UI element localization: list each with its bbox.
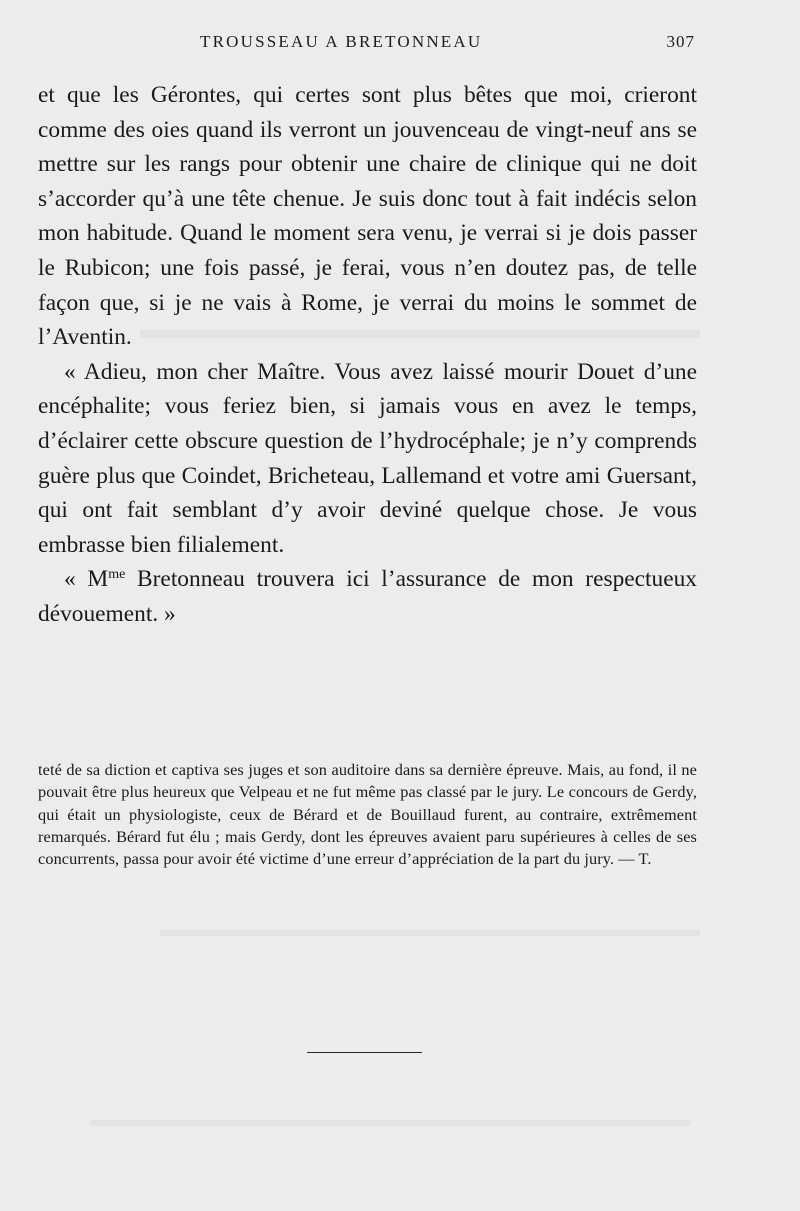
madame-superscript: me — [108, 567, 126, 583]
paragraph-3 — [38, 562, 697, 631]
show-through-text — [90, 1120, 690, 1126]
end-rule — [307, 1052, 422, 1053]
running-head — [40, 32, 695, 56]
paragraph-1: et que les Gérontes, qui certes sont plus bêtes que moi, crieront comme des oies quand ils verront un jouvenceau de vingt-neuf ans se mettre sur les rangs pour obtenir une chaire de clinique qui ne doit s’accorder qu’à une tête chenue. Je suis donc tout à fait indécis selon mon habitude. Quand le moment sera venu, je verrai si je dois passer le Rubicon; une fois passé, je ferai, vous n’en doutez pas, de telle façon que, si je ne vais à Rome, je verrai du moins le sommet de l’Aventin. — [38, 82, 697, 351]
footnote: teté de sa diction et captiva ses juges et son auditoire dans sa dernière épreuve. Mais, au fond, il ne pouvait être plus heureux que Velpeau et ne fut même pas classé par le jury. Le concours de Gerdy, qui était un physiologiste, ceux de Bérard et de Bouillaud furent, au contraire, extrêmement remarqués. Bérard fut élu ; mais Gerdy, dont les épreuves avaient paru supérieures à celles de ses concurrents, passa pour avoir été victime d’une erreur d’appréciation de la part du jury. — T. — [38, 760, 697, 869]
main-text — [38, 78, 697, 632]
paragraph-2: « Adieu, mon cher Maître. Vous avez laissé mourir Douet d’une encéphalite; vous feriez bien, si jamais vous en avez le temps, d’éclairer cette obscure question de l’hydrocéphale; je n’y comprends guère plus que Coindet, Bricheteau, Lallemand et votre ami Guersant, qui ont fait semblant d’y avoir deviné quelque chose. Je vous embrasse bien filialement. — [38, 358, 697, 558]
paragraph-3-rest: Bretonneau trouvera ici l’assurance de mon respectueux dévouement. » — [38, 566, 698, 627]
paragraph-3-start: « M — [64, 566, 109, 593]
running-title: TROUSSEAU A BRETONNEAU — [200, 32, 483, 51]
page-number: 307 — [666, 32, 695, 51]
show-through-text — [160, 930, 700, 936]
